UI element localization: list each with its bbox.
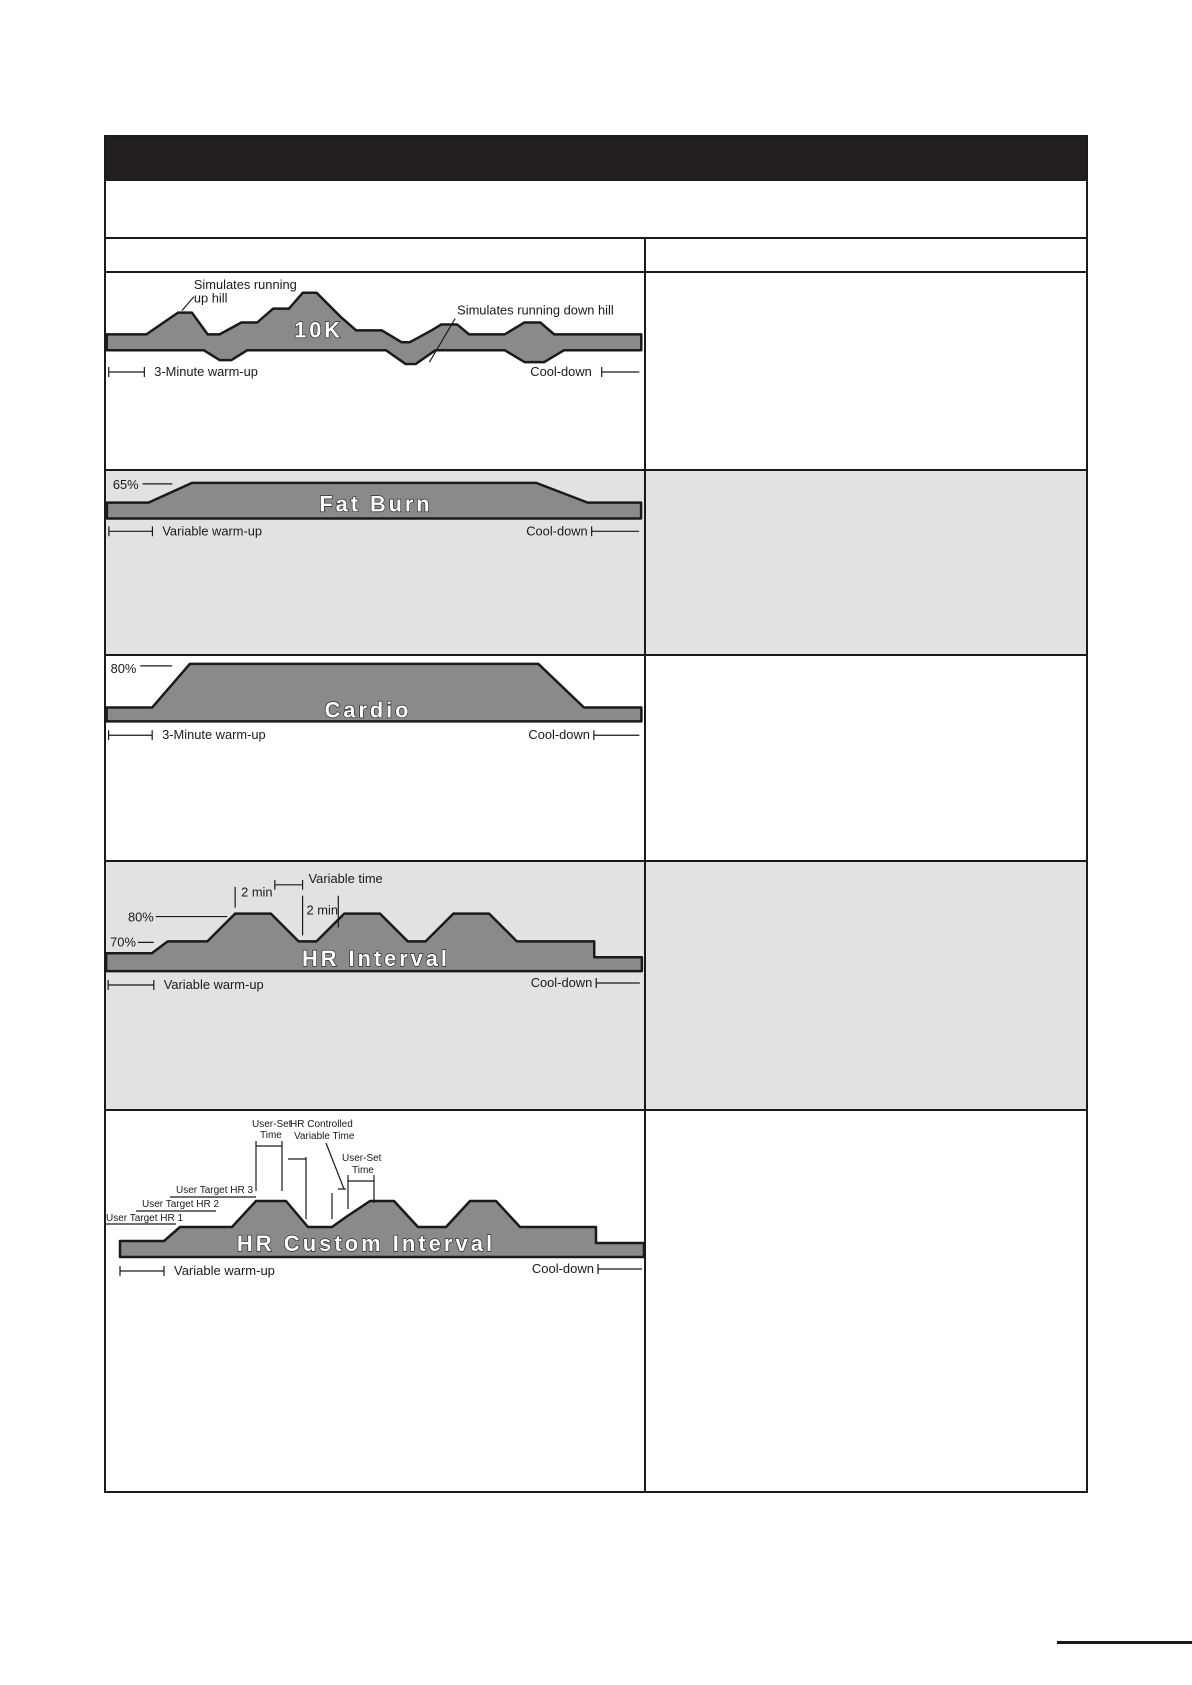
user-set-time-1-line1: User-Set bbox=[252, 1119, 292, 1130]
warmup-label-fat-burn: Variable warm-up bbox=[162, 523, 263, 539]
uphill-label-line2: up hill bbox=[193, 290, 228, 306]
profile-diagram-cardio bbox=[106, 656, 644, 860]
table-header-row bbox=[106, 239, 1086, 273]
column-divider bbox=[644, 239, 646, 1491]
user-target-hr-2-label: User Target HR 2 bbox=[142, 1199, 220, 1210]
hr-controlled-line2: Variable Time bbox=[294, 1131, 355, 1142]
interval-b-label: 2 min bbox=[306, 902, 339, 918]
warmup-span-marker bbox=[109, 367, 145, 377]
program-name-fat-burn: Fat Burn bbox=[319, 491, 433, 517]
variable-time-label: Variable time bbox=[308, 870, 383, 886]
program-name-10k: 10K bbox=[294, 317, 343, 343]
program-name-cardio: Cardio bbox=[324, 697, 412, 723]
warmup-label-cardio: 3-Minute warm-up bbox=[162, 727, 266, 743]
profile-diagram-hr-interval bbox=[106, 862, 644, 1109]
program-description-fat-burn bbox=[646, 471, 1086, 654]
cooldown-span-marker bbox=[594, 730, 640, 740]
variable-time-span bbox=[275, 880, 303, 890]
warmup-label-hr-interval: Variable warm-up bbox=[163, 976, 264, 992]
cooldown-span-marker bbox=[598, 1264, 642, 1274]
high-target-label: 80% bbox=[128, 909, 154, 925]
program-description-10k bbox=[646, 273, 1086, 469]
uphill-pointer bbox=[182, 297, 194, 311]
program-description-hr-custom-interval bbox=[646, 1111, 1086, 1493]
cooldown-span-marker bbox=[596, 978, 640, 988]
profile-diagram-10k bbox=[106, 273, 644, 469]
warmup-label-10k: 3-Minute warm-up bbox=[154, 363, 258, 379]
hr-controlled-right-marker bbox=[332, 1189, 346, 1219]
program-description-cardio bbox=[646, 656, 1086, 860]
page-number-rule bbox=[1057, 1641, 1192, 1644]
cooldown-span-marker bbox=[592, 526, 639, 536]
program-row-fat-burn bbox=[106, 471, 1086, 656]
program-name-hr-interval: HR Interval bbox=[302, 946, 450, 972]
user-target-hr-3-label: User Target HR 3 bbox=[176, 1185, 254, 1196]
target-label-cardio: 80% bbox=[110, 660, 137, 676]
warmup-label-hr-custom-interval: Variable warm-up bbox=[174, 1263, 275, 1278]
profile-diagram-fat-burn bbox=[106, 471, 644, 654]
program-description-hr-interval bbox=[646, 862, 1086, 1109]
cooldown-label-hr-interval: Cool-down bbox=[530, 974, 593, 990]
program-row-hr-custom-interval bbox=[106, 1111, 1086, 1493]
warmup-span-marker bbox=[109, 730, 153, 740]
low-target-label: 70% bbox=[110, 934, 136, 950]
cooldown-label-hr-custom-interval: Cool-down bbox=[531, 1261, 594, 1276]
cooldown-label-fat-burn: Cool-down bbox=[526, 523, 588, 539]
profile-diagram-hr-custom-interval bbox=[106, 1111, 644, 1493]
program-row-hr-interval bbox=[106, 862, 1086, 1111]
downhill-label: Simulates running down hill bbox=[457, 302, 614, 318]
warmup-span-marker bbox=[109, 526, 153, 536]
hr-controlled-line1: HR Controlled bbox=[290, 1119, 353, 1130]
user-set-time-2-line1: User-Set bbox=[342, 1153, 382, 1164]
user-set-time-1-line2: Time bbox=[260, 1130, 282, 1141]
program-table bbox=[104, 135, 1088, 1493]
warmup-span-marker bbox=[120, 1266, 164, 1276]
user-set-time-2-line2: Time bbox=[352, 1165, 374, 1176]
user-set-time-1-span bbox=[256, 1141, 282, 1191]
program-row-10k bbox=[106, 273, 1086, 471]
interval-a-label: 2 min bbox=[241, 884, 273, 900]
cooldown-label-10k: Cool-down bbox=[530, 363, 592, 379]
program-name-hr-custom-interval: HR Custom Interval bbox=[236, 1231, 496, 1256]
table-intro-box bbox=[106, 181, 1086, 239]
uphill-label-line1: Simulates running bbox=[193, 276, 297, 292]
hr-controlled-pointer bbox=[326, 1143, 344, 1189]
warmup-span-marker bbox=[108, 980, 154, 990]
cooldown-label-cardio: Cool-down bbox=[528, 727, 590, 743]
table-title-bar bbox=[106, 137, 1086, 181]
program-row-cardio bbox=[106, 656, 1086, 862]
target-label-fat-burn: 65% bbox=[112, 476, 139, 492]
user-target-hr-1-label: User Target HR 1 bbox=[106, 1213, 184, 1224]
cooldown-span-marker bbox=[602, 367, 640, 377]
